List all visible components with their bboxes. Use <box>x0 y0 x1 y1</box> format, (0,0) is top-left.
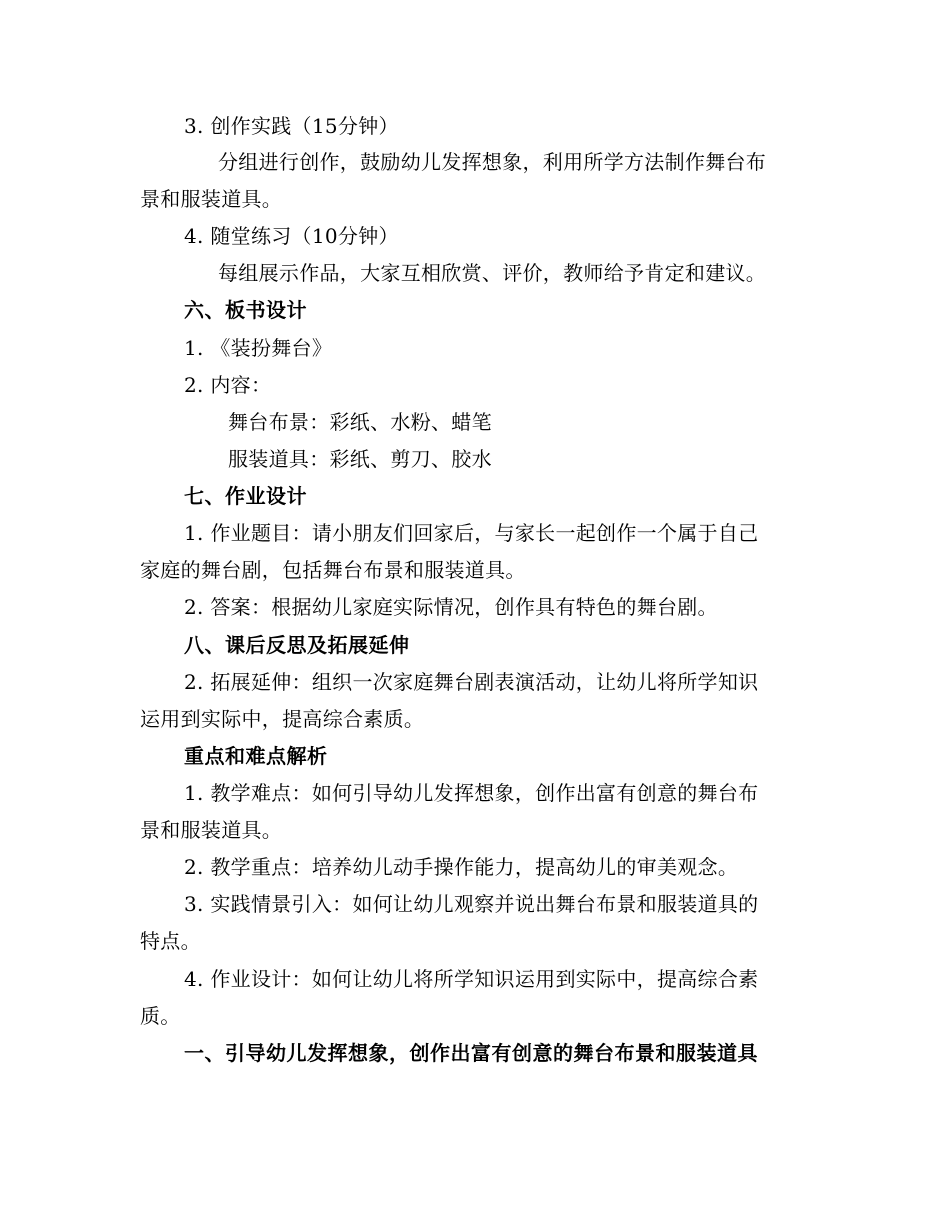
section-heading-board-design: 六、板书设计 <box>184 298 307 322</box>
list-item: 1. 教学难点：如何引导幼儿发挥想象，创作出富有创意的舞台布 <box>184 781 759 805</box>
paragraph-line: 每组展示作品，大家互相欣赏、评价，教师给予肯定和建议。 <box>218 261 767 285</box>
paragraph-line: 景和服装道具。 <box>140 818 283 842</box>
list-item: 2. 拓展延伸：组织一次家庭舞台剧表演活动，让幼儿将所学知识 <box>184 670 759 694</box>
list-item: 3. 实践情景引入：如何让幼儿观察并说出舞台布景和服装道具的 <box>184 892 759 916</box>
list-item-practice: 4. 随堂练习（10分钟） <box>184 224 399 248</box>
paragraph-line: 景和服装道具。 <box>140 187 283 211</box>
section-heading-reflection: 八、课后反思及拓展延伸 <box>184 633 410 657</box>
list-item: 2. 答案：根据幼儿家庭实际情况，创作具有特色的舞台剧。 <box>184 595 718 619</box>
list-item: 1. 《装扮舞台》 <box>184 336 333 360</box>
list-item: 1. 作业题目：请小朋友们回家后，与家长一起创作一个属于自己 <box>184 521 759 545</box>
list-sub-item: 舞台布景：彩纸、水粉、蜡笔 <box>228 410 492 434</box>
list-item: 2. 教学重点：培养幼儿动手操作能力，提高幼儿的审美观念。 <box>184 855 739 879</box>
list-item: 4. 作业设计：如何让幼儿将所学知识运用到实际中，提高综合素 <box>184 967 759 991</box>
paragraph-line: 分组进行创作，鼓励幼儿发挥想象，利用所学方法制作舞台布 <box>218 150 767 174</box>
paragraph-line: 特点。 <box>140 929 201 953</box>
section-heading-homework: 七、作业设计 <box>184 484 307 508</box>
list-item-creation-practice: 3. 创作实践（15分钟） <box>184 114 399 138</box>
paragraph-line: 质。 <box>140 1004 181 1028</box>
list-sub-item: 服装道具：彩纸、剪刀、胶水 <box>228 447 492 471</box>
list-item: 2. 内容： <box>184 373 272 397</box>
paragraph-line: 运用到实际中，提高综合素质。 <box>140 707 425 731</box>
section-heading-guide-imagination: 一、引导幼儿发挥想象，创作出富有创意的舞台布景和服装道具 <box>184 1041 758 1065</box>
section-heading-key-points: 重点和难点解析 <box>184 744 328 768</box>
paragraph-line: 家庭的舞台剧，包括舞台布景和服装道具。 <box>140 558 526 582</box>
